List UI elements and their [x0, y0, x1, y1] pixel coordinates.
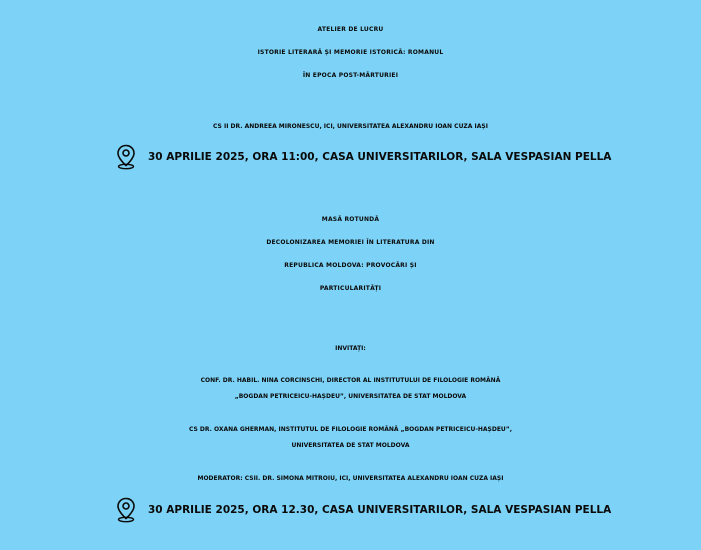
roundtable-location-row	[116, 497, 611, 523]
roundtable-title-line: PARTICULARITĂȚI	[319, 285, 382, 292]
guest-2-line: CS DR. OXANA GHERMAN, INSTITUTUL DE FILOLOGIE ROMÂNĂ „BOGDAN PETRICEICU-HAȘDEU”,	[188, 426, 513, 433]
roundtable-title	[0, 208, 701, 300]
guest-1-line: CONF. DR. HABIL. NINA CORCINSCHI, DIRECTOR AL INSTITUTULUI DE FILOLOGIE ROMÂNĂ	[200, 377, 501, 384]
guest-1-line: „BOGDAN PETRICEICU-HAȘDEU”, UNIVERSITATEA DE STAT MOLDOVA	[234, 393, 467, 400]
workshop-location-text: 30 APRILIE 2025, ORA 11:00, CASA UNIVERSITARILOR, SALA VESPASIAN PELLA	[148, 151, 612, 163]
workshop-speaker: CS II DR. ANDREEA MIRONESCU, ICI, UNIVERSITATEA ALEXANDRU IOAN CUZA IAȘI	[213, 123, 488, 130]
workshop-title-line: ATELIER DE LUCRU	[317, 26, 384, 33]
roundtable-title-line: REPUBLICA MOLDOVA: PROVOCĂRI ȘI	[284, 262, 417, 269]
roundtable-title-line: MASĂ ROTUNDĂ	[321, 216, 380, 223]
guests-label: INVITAȚI:	[335, 345, 366, 352]
workshop-location-row	[116, 144, 611, 170]
moderator: MODERATOR: CSII. DR. SIMONA MITROIU, ICI, UNIVERSITATEA ALEXANDRU IOAN CUZA IAȘI	[197, 475, 504, 482]
location-pin-icon	[116, 497, 136, 523]
workshop-title-line: ÎN EPOCA POST-MĂRTURIEI	[302, 72, 399, 79]
roundtable-title-line: DECOLONIZAREA MEMORIEI ÎN LITERATURA DIN	[266, 239, 435, 246]
guest-1	[0, 373, 701, 405]
roundtable-location-text: 30 APRILIE 2025, ORA 12.30, CASA UNIVERSITARILOR, SALA VESPASIAN PELLA	[148, 504, 612, 516]
guest-2-line: UNIVERSITATEA DE STAT MOLDOVA	[291, 442, 410, 449]
guest-2	[0, 422, 701, 454]
workshop-title-line: ISTORIE LITERARĂ ȘI MEMORIE ISTORICĂ: ROMANUL	[257, 49, 444, 56]
location-pin-icon	[116, 144, 136, 170]
workshop-title	[0, 18, 701, 87]
